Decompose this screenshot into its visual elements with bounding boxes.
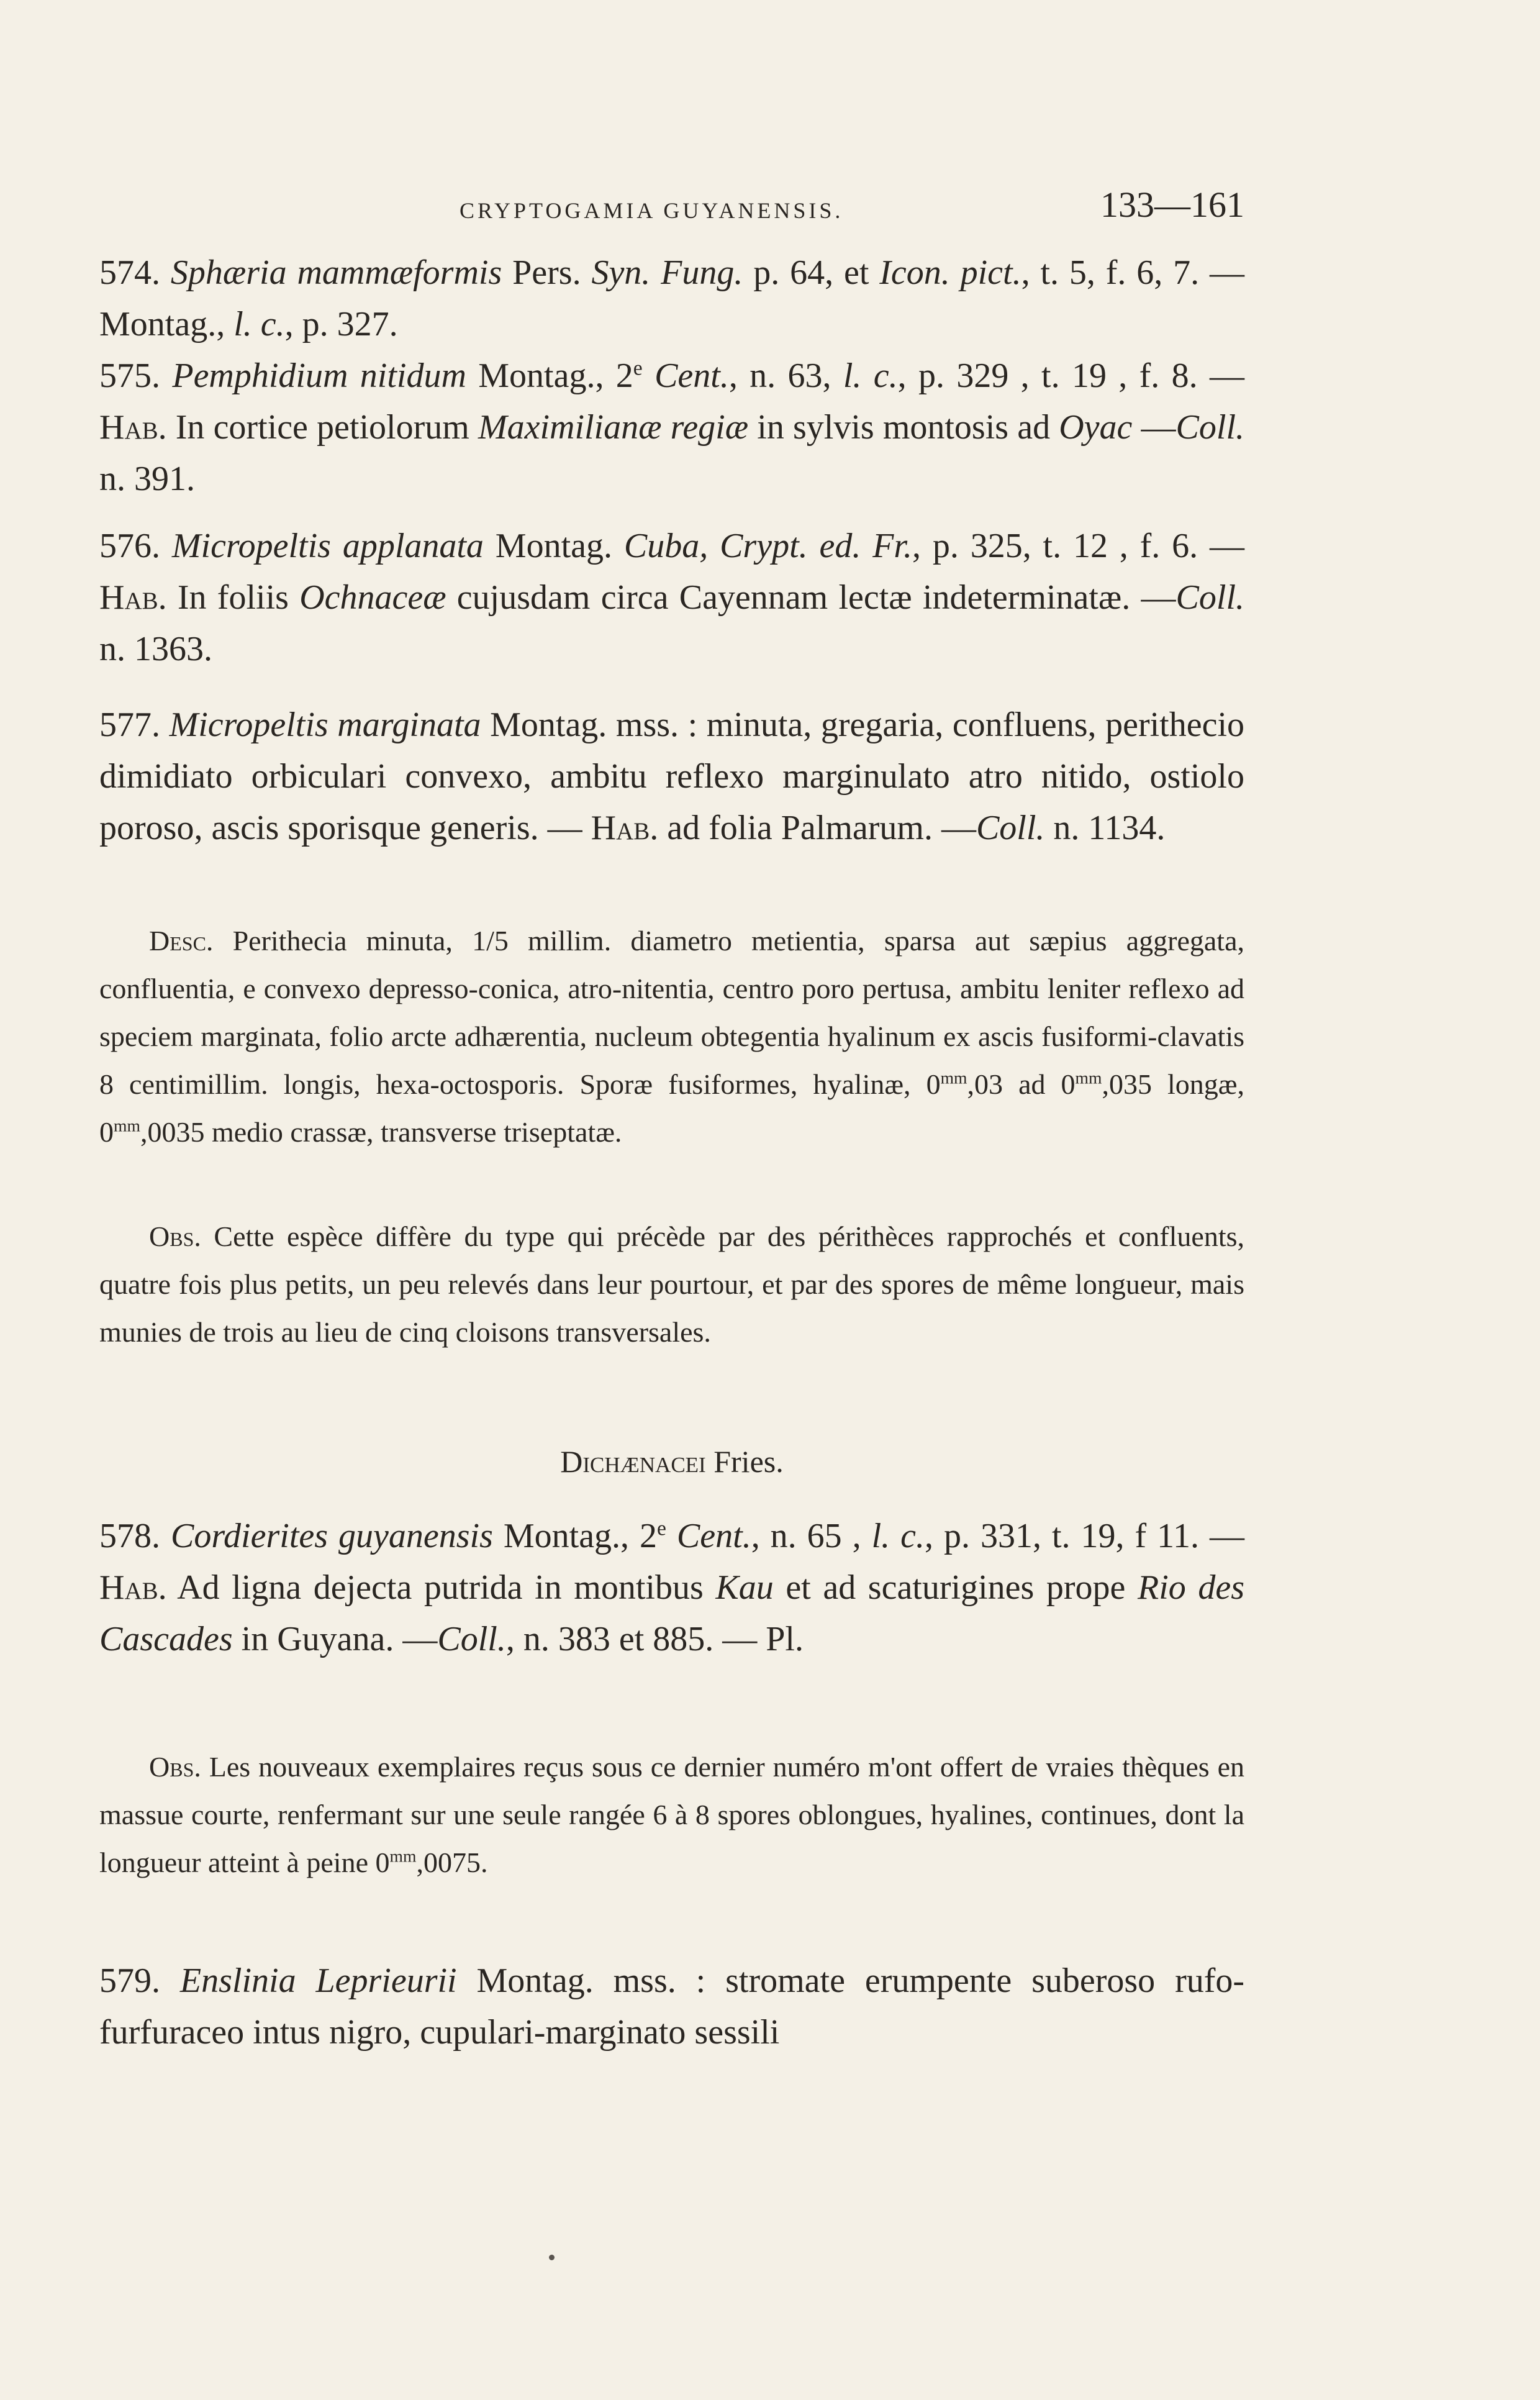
- taxon-name: Sphæria mammæformis: [170, 253, 502, 292]
- entry-578: 578. Cordierites guyanensis Montag., 2e Cent., n. 65 , l. c., p. 331, t. 19, f 11. — Hab. Ad ligna dejecta putrida in montibus Kau et ad scaturigines prope Rio des Cascades in Guyana. —Coll., n. 383 et 885. — Pl.: [99, 1517, 1245, 1658]
- taxon-name: Micropeltis marginata: [169, 706, 481, 744]
- page-number: 133—161: [1100, 184, 1244, 225]
- taxon-name: Micropeltis applanata: [171, 527, 484, 565]
- entry-579: 579. Enslinia Leprieurii Montag. mss. : stromate erumpente suberoso rufo-furfuraceo intus nigro, cupulari-marginato sessili: [99, 1961, 1245, 2052]
- entry-number: 576.: [99, 527, 160, 565]
- taxon-name: Pemphidium nitidum: [172, 357, 466, 395]
- obs-label: Obs.: [149, 1220, 201, 1252]
- entry-574: 574. Sphæria mammæformis Pers. Syn. Fung. p. 64, et Icon. pict., t. 5, f. 6, 7. —Montag., l. c., p. 327.: [99, 253, 1244, 343]
- observation-577: Obs. Cette espèce diffère du type qui précède par des périthèces rapprochés et confluents, quatre fois plus petits, un peu relevés dans leur pourtour, et par des spores de même longueur, mais munies de trois au lieu de cinq cloisons transversales.: [99, 1220, 1244, 1348]
- entry-576: 576. Micropeltis applanata Montag. Cuba, Crypt. ed. Fr., p. 325, t. 12 , f. 6. — Hab. In foliis Ochnaceæ cujusdam circa Cayennam lectæ indeterminatæ. —Coll. n. 1363.: [99, 527, 1245, 668]
- printer-mark: [549, 2255, 555, 2260]
- entry-575: 575. Pemphidium nitidum Montag., 2e Cent., n. 63, l. c., p. 329 , t. 19 , f. 8. — Hab. In cortice petiolorum Maximilianæ regiæ in sylvis montosis ad Oyac —Coll. n. 391.: [99, 357, 1245, 498]
- entry-number: 574.: [99, 253, 160, 292]
- running-title: CRYPTOGAMIA GUYANENSIS.: [460, 198, 844, 223]
- desc-label: Desc.: [149, 925, 214, 957]
- section-heading: Dichænacei Fries.: [560, 1444, 784, 1479]
- entry-number: 575.: [99, 357, 160, 395]
- description-577: Desc. Perithecia minuta, 1/5 millim. diametro metientia, sparsa aut sæpius aggregata, confluentia, e convexo depresso-conica, atro-nitentia, centro poro pertusa, ambitu leniter reflexo ad speciem marginata, folio arcte adhærentia, nucleum obtegentia hyalinum ex ascis fusiformi-clavatis 8 centimillim. longis, hexa-octosporis. Sporæ fusiformes, hyalinæ, $0^{mm},03$ ad $0^{mm},035$ longæ, $0^{mm},0035$ medio crassæ, transverse triseptatæ.: [99, 925, 1244, 1148]
- taxon-name: Enslinia Leprieurii: [179, 1961, 457, 2000]
- entry-number: 577.: [99, 706, 160, 744]
- entry-number: 578.: [99, 1517, 160, 1555]
- entry-number: 579.: [99, 1961, 160, 2000]
- observation-578: Obs. Les nouveaux exemplaires reçus sous ce dernier numéro m'ont offert de vraies thèques en massue courte, renfermant sur une seule rangée 6 à 8 spores oblongues, hyalines, continues, dont la longueur atteint à peine $0^{mm},0075$.: [99, 1751, 1244, 1878]
- obs-label: Obs.: [149, 1751, 201, 1783]
- taxon-name: Cordierites guyanensis: [170, 1517, 493, 1555]
- entry-577: 577. Micropeltis marginata Montag. mss. : minuta, gregaria, confluens, perithecio dimidiato orbiculari convexo, ambitu reflexo marginulato atro nitido, ostiolo poroso, ascis sporisque generis. — Hab. ad folia Palmarum. —Coll. n. 1134.: [99, 706, 1245, 847]
